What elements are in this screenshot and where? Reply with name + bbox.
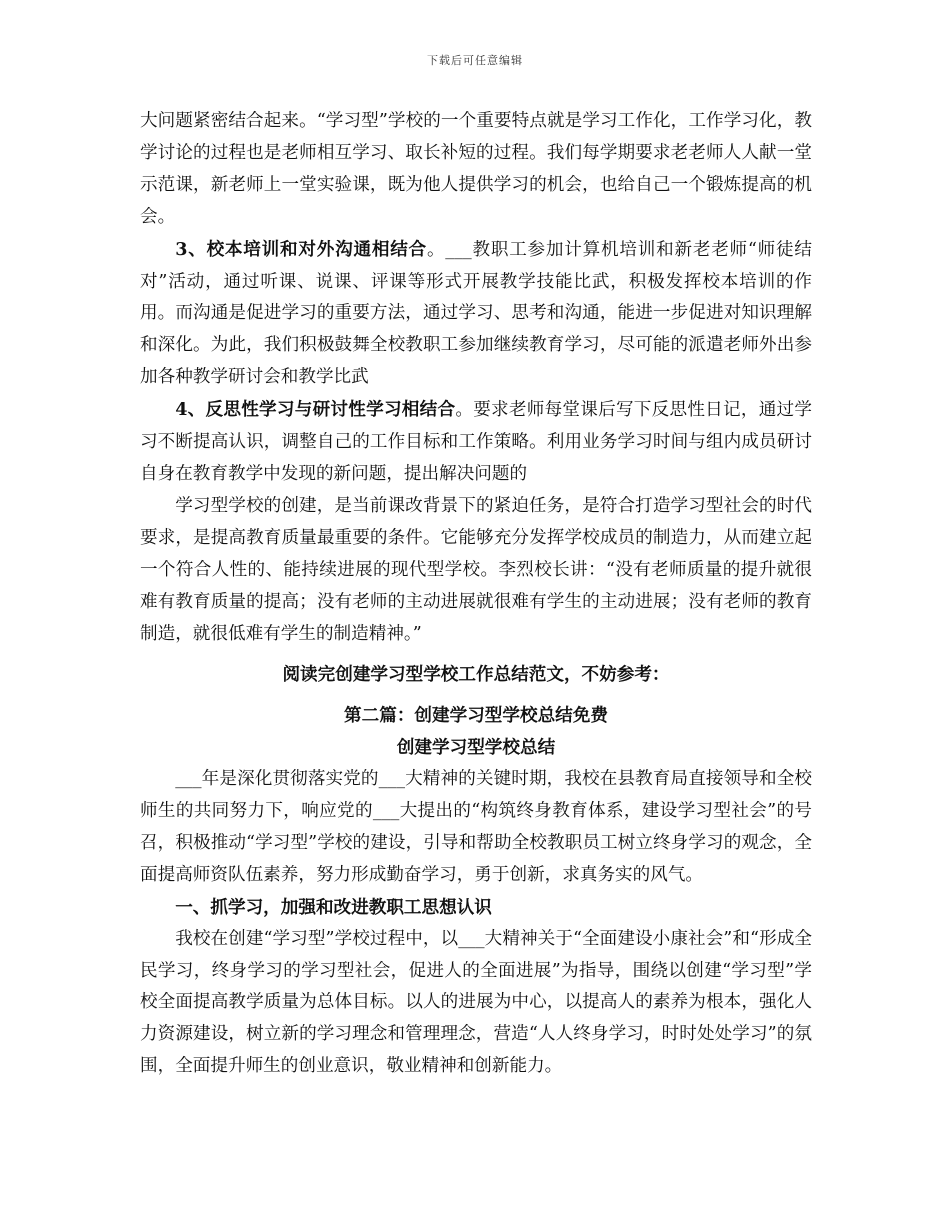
document-body	[140, 106, 812, 1083]
paragraph-4: 学习型学校的创建，是当前课改背景下的紧迫任务，是符合打造学习型社会的时代要求，是提高教育质量最重要的条件。它能够充分发挥学校成员的制造力，从而建立起一个符合人性的、能持续进展的现代型学校。李烈校长讲：“没有老师质量的提升就很难有教育质量的提高；没有老师的主动进展就很难有学生的主动进展；没有老师的教育制造，就很低难有学生的制造精神。”	[140, 495, 812, 644]
paragraph-2	[140, 234, 812, 395]
paragraph-3	[140, 394, 812, 491]
paragraph-5: ___年是深化贯彻落实党的___大精神的关键时期，我校在县教育局直接领导和全校师生的共同努力下，响应党的___大提出的“构筑终身教育体系，建设学习型社会”的号召，积极推动“学习型”学校的建设，引导和帮助全校教职员工树立终身学习的观念，全面提高师资队伍素养，努力形成勤奋学习，勇于创新，求真务实的风气。	[140, 769, 812, 885]
document-title: 创建学习型学校总结	[396, 737, 556, 759]
subheading-4: 4、反思性学习与研讨性学习相结合	[175, 399, 456, 421]
paragraph-1: 大问题紧密结合起来。“学习型”学校的一个重要特点就是学习工作化，工作学习化，教学讨论的过程也是老师相互学习、取长补短的过程。我们每学期要求老老师人人献一堂示范课，新老师上一堂实验课，既为他人提供学习的机会，也给自己一个锻炼提高的机会。	[140, 111, 812, 227]
heading-1: 一、抓学习，加强和改进教职工思想认识	[175, 896, 492, 918]
reader-note: 阅读完创建学习型学校工作总结范文，不妨参考：	[282, 664, 670, 686]
paragraph-3-text: 。要求老师每堂课后写下反思性日记，通过学习不断提高认识，调整自己的工作目标和工作策略。利用业务学习时间与组内成员研讨自身在教育教学中发现的新问题，提出解决问题的	[140, 400, 812, 484]
page-header: 下载后可任意编辑	[427, 54, 523, 67]
paragraph-6: 我校在创建“学习型”学校过程中，以___大精神关于“全面建设小康社会”和“形成全民学习，终身学习的学习型社会，促进人的全面进展”为指导，围绕以创建“学习型”学校全面提高教学质量为总体目标。以人的进展为中心，以提高人的素养为根本，强化人力资源建设，树立新的学习理念和管理理念，营造“人人终身学习，时时处处学习”的氛围，全面提升师生的创业意识，敬业精神和创新能力。	[140, 928, 812, 1077]
section-title: 第二篇：创建学习型学校总结免费	[344, 705, 608, 727]
paragraph-2-text: 。___教职工参加计算机培训和新老老师“师徒结对”活动，通过听课、说课、评课等形式开展教学技能比武，积极发挥校本培训的作用。而沟通是促进学习的重要方法，通过学习、思考和沟通，能进一步促进对知识理解和深化。为此，我们积极鼓舞全校教职工参加继续教育学习，尽可能的派遣老师外出参加各种教学研讨会和教学比武	[140, 239, 813, 388]
subheading-3: 3、校本培训和对外沟通相结合	[175, 238, 427, 260]
